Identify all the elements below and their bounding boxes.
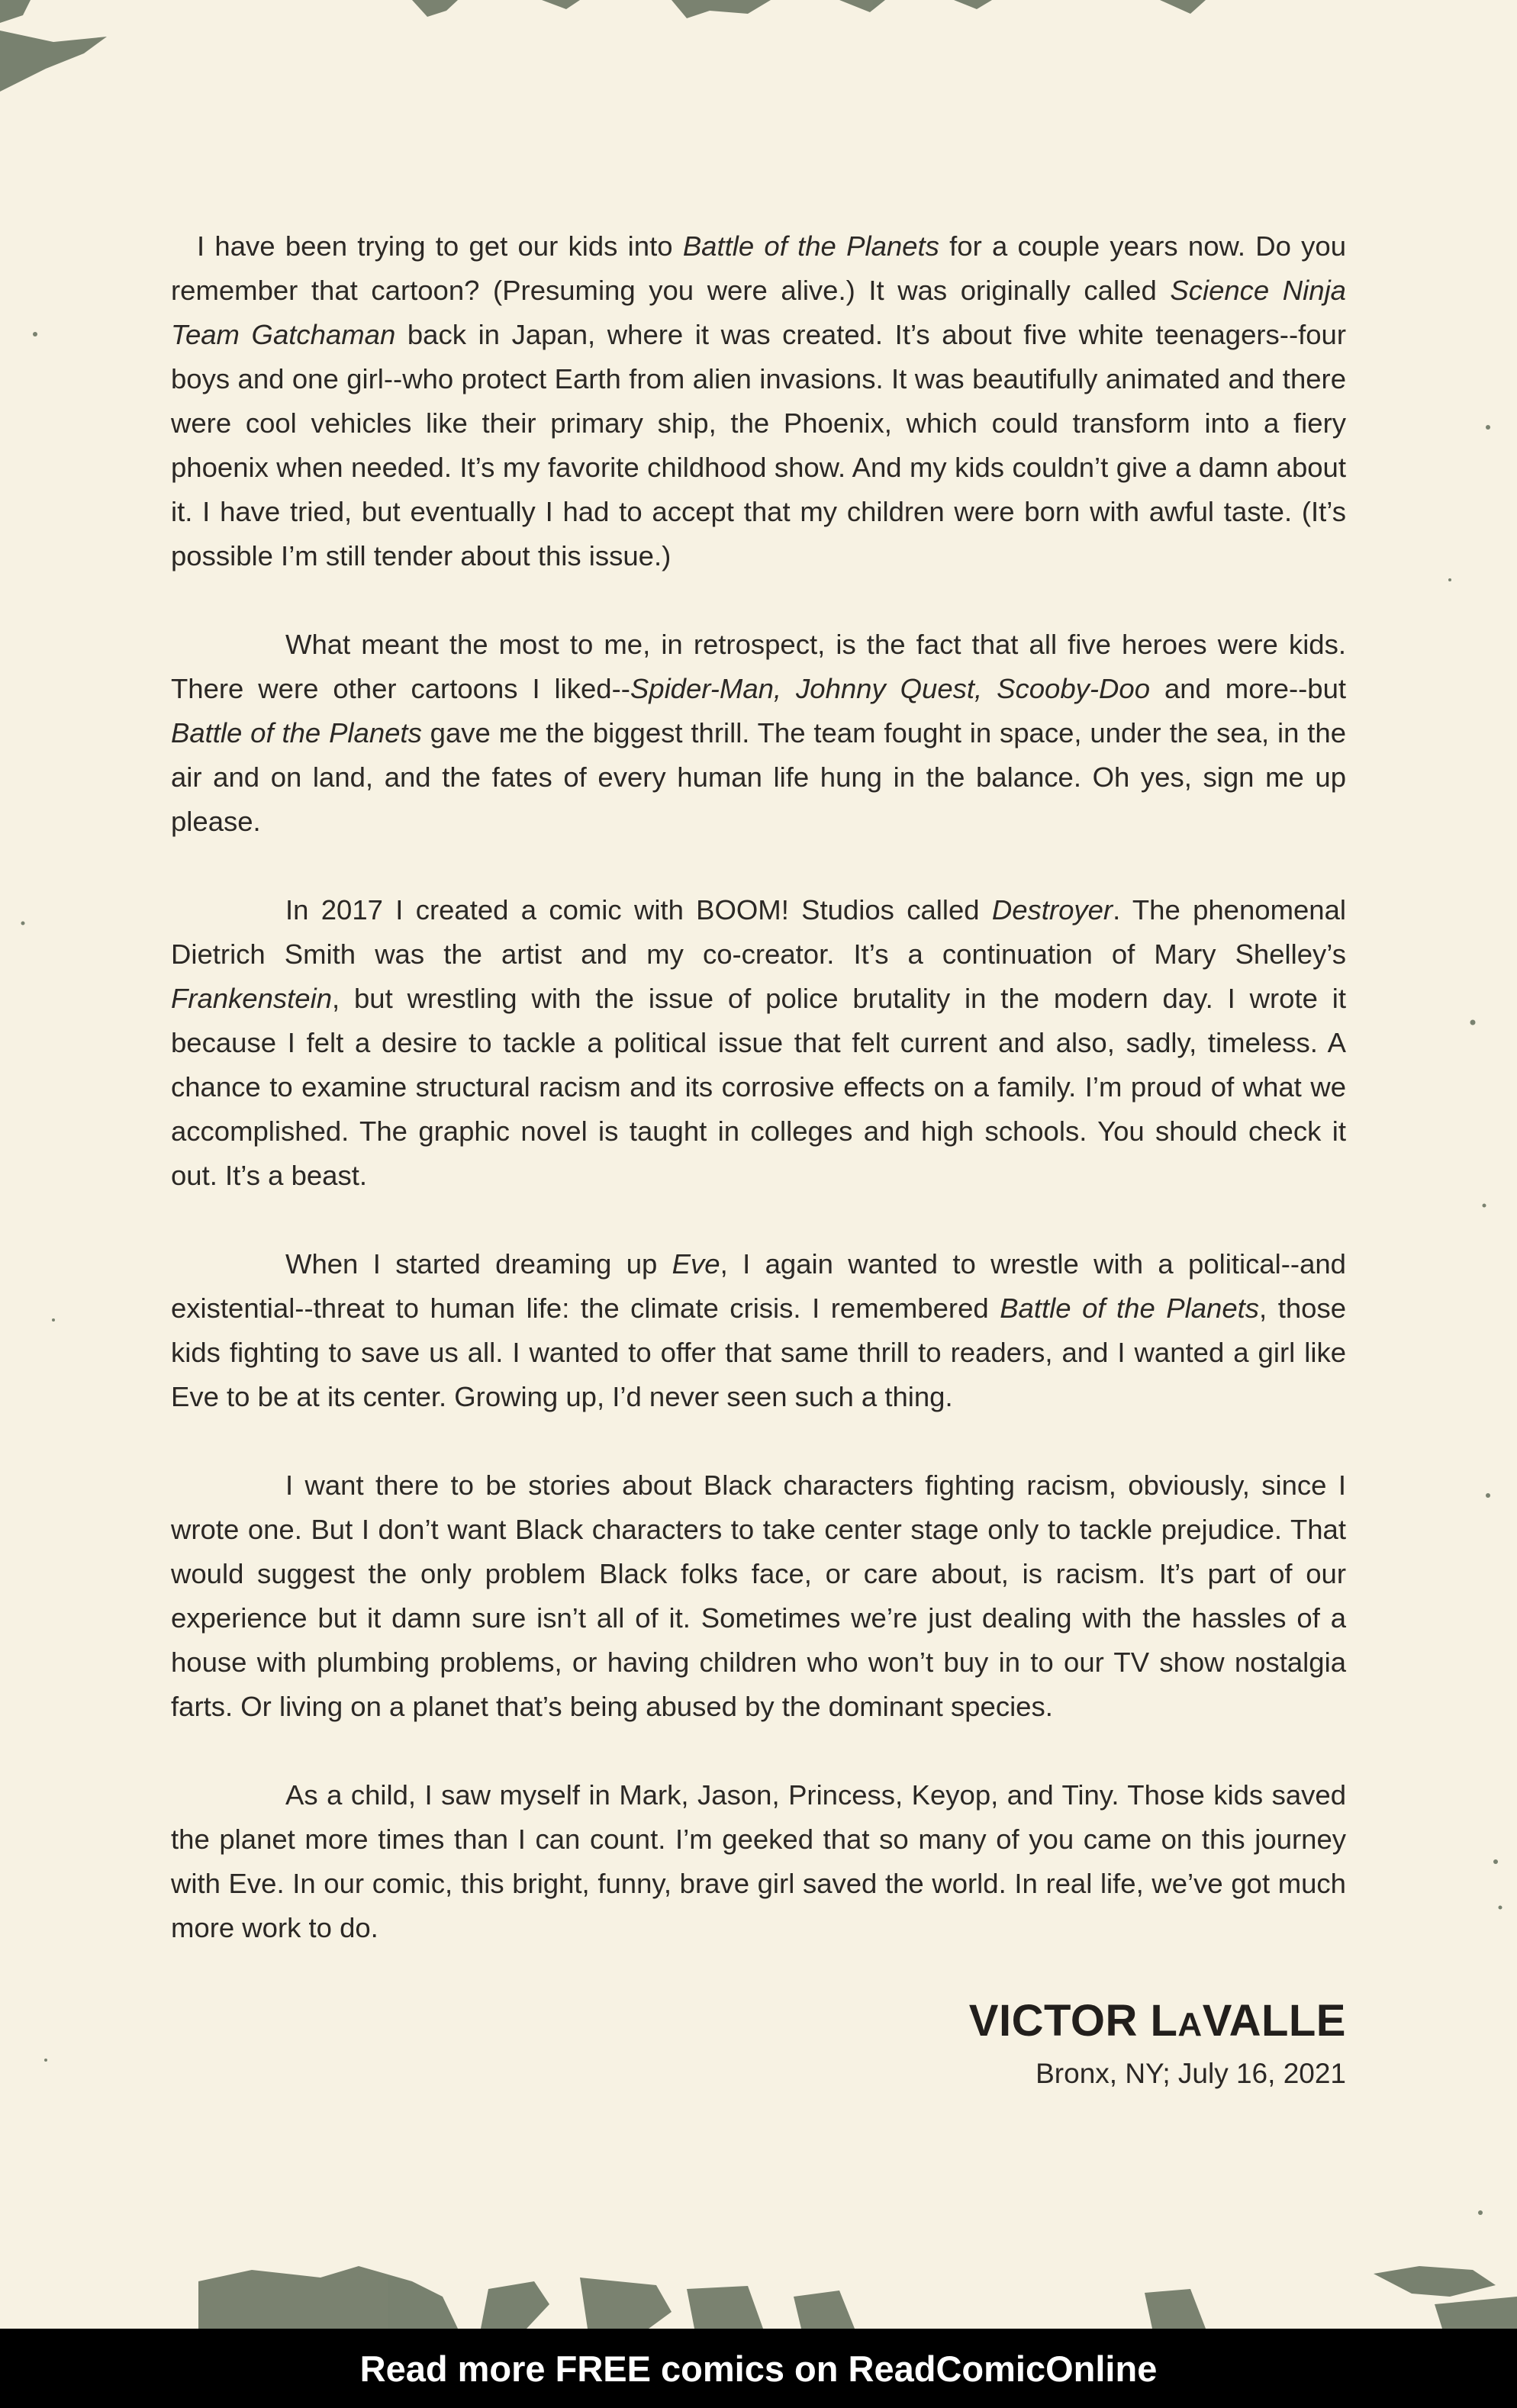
p4-title-eve: Eve	[672, 1248, 720, 1280]
p1-text-c: for a couple years now. Do you remember that cartoon? (Presuming you were alive.) It was originally called	[171, 230, 1347, 306]
author-name-part-3: VALLE	[1202, 1996, 1346, 2046]
p4-text-e: , those kids fighting to save us all. I wanted to offer that same thrill to readers, and I wanted a girl like Eve to be at its center. Growing up, I’d never seen such a thing.	[171, 1293, 1347, 1412]
p4-title-battle-of-the-planets: Battle of the Planets	[1000, 1293, 1260, 1324]
p2-title-battle-of-the-planets: Battle of the Planets	[171, 717, 422, 748]
p3-text-e: , but wrestling with the issue of police brutality in the modern day. I wrote it because I felt a desire to tackle a political issue that felt current and also, sadly, timeless. A chance to examine structural racism and its corrosive effects on a family. I’m proud of what we accomplished. The graphic novel is taught in colleges and high schools. You should check it out. It’s a beast.	[171, 983, 1346, 1191]
author-name-part-2: A	[1177, 2006, 1203, 2043]
p4-text-a: When I started dreaming up	[285, 1248, 672, 1280]
p1-text-e: back in Japan, where it was created. It’s about five white teenagers--four boys and one girl--who protect Earth from alien invasions. It was beautifully animated and there were cool vehicles like their primary ship, the Phoenix, which could transform into a fiery phoenix when needed. It’s my favorite childhood show. And my kids couldn’t give a damn about it. I have tried, but eventually I had to accept that my children were born with awful taste. (It’s possible I’m still tender about this issue.)	[171, 319, 1346, 571]
paragraph-4	[171, 1242, 1346, 1419]
p1-text-a: I have been trying to get our kids into	[197, 230, 683, 262]
paragraph-3	[171, 888, 1346, 1198]
p2-text-c: and more--but	[1150, 673, 1347, 704]
p3-text-c: . The phenomenal Dietrich Smith was the artist and my co-creator. It’s a continuation of Mary Shelley’s	[171, 894, 1346, 970]
p1-title-battle-of-the-planets: Battle of the Planets	[682, 230, 939, 262]
paragraph-5: I want there to be stories about Black characters fighting racism, obviously, since I wrote one. But I don’t want Black characters to take center stage only to tackle prejudice. That would suggest the only problem Black folks face, or care about, is racism. It’s part of our experience but it damn sure isn’t all of it. Sometimes we’re just dealing with the hassles of a house with plumbing problems, or having children who won’t buy in to our TV show nostalgia farts. Or living on a planet that’s being abused by the dominant species.	[171, 1470, 1346, 1722]
p3-title-frankenstein: Frankenstein	[171, 983, 332, 1014]
p2-text-a: What meant the most to me, in retrospect, is the fact that all five heroes were kids. There were other cartoons I liked--	[171, 629, 1346, 704]
author-name-part-1: VICTOR L	[968, 1996, 1178, 2046]
paragraph-1	[171, 224, 1346, 578]
p4-text-c: , I again wanted to wrestle with a political--and existential--threat to human life: the climate crisis. I remembered	[171, 1248, 1346, 1324]
read-more-link[interactable]: Read more FREE comics on ReadComicOnline	[359, 2348, 1158, 2389]
author-name	[969, 1994, 1346, 2052]
signature-block	[969, 1994, 1346, 2093]
p2-text-e: gave me the biggest thrill. The team fought in space, under the sea, in the air and on land, and the fates of every human life hung in the balance. Oh yes, sign me up please.	[171, 717, 1346, 837]
p3-title-destroyer: Destroyer	[991, 894, 1113, 926]
footer-banner	[0, 2329, 1517, 2408]
p1-title-gatchaman: Science Ninja Team Gatchaman	[171, 275, 1346, 350]
p3-text-a: In 2017 I created a comic with BOOM! Studios called	[285, 894, 992, 926]
p2-titles-cartoons: Spider-Man, Johnny Quest, Scooby-Doo	[630, 673, 1150, 704]
paragraph-6: As a child, I saw myself in Mark, Jason, Princess, Keyop, and Tiny. Those kids saved the planet more times than I can count. I’m geeked that so many of you came on this journey with Eve. In our comic, this bright, funny, brave girl saved the world. In real life, we’ve got much more work to do.	[171, 1779, 1346, 1943]
paragraph-2	[171, 623, 1346, 844]
place-and-date: Bronx, NY; July 16, 2021	[1035, 2058, 1346, 2089]
letter-body	[171, 224, 1346, 1994]
